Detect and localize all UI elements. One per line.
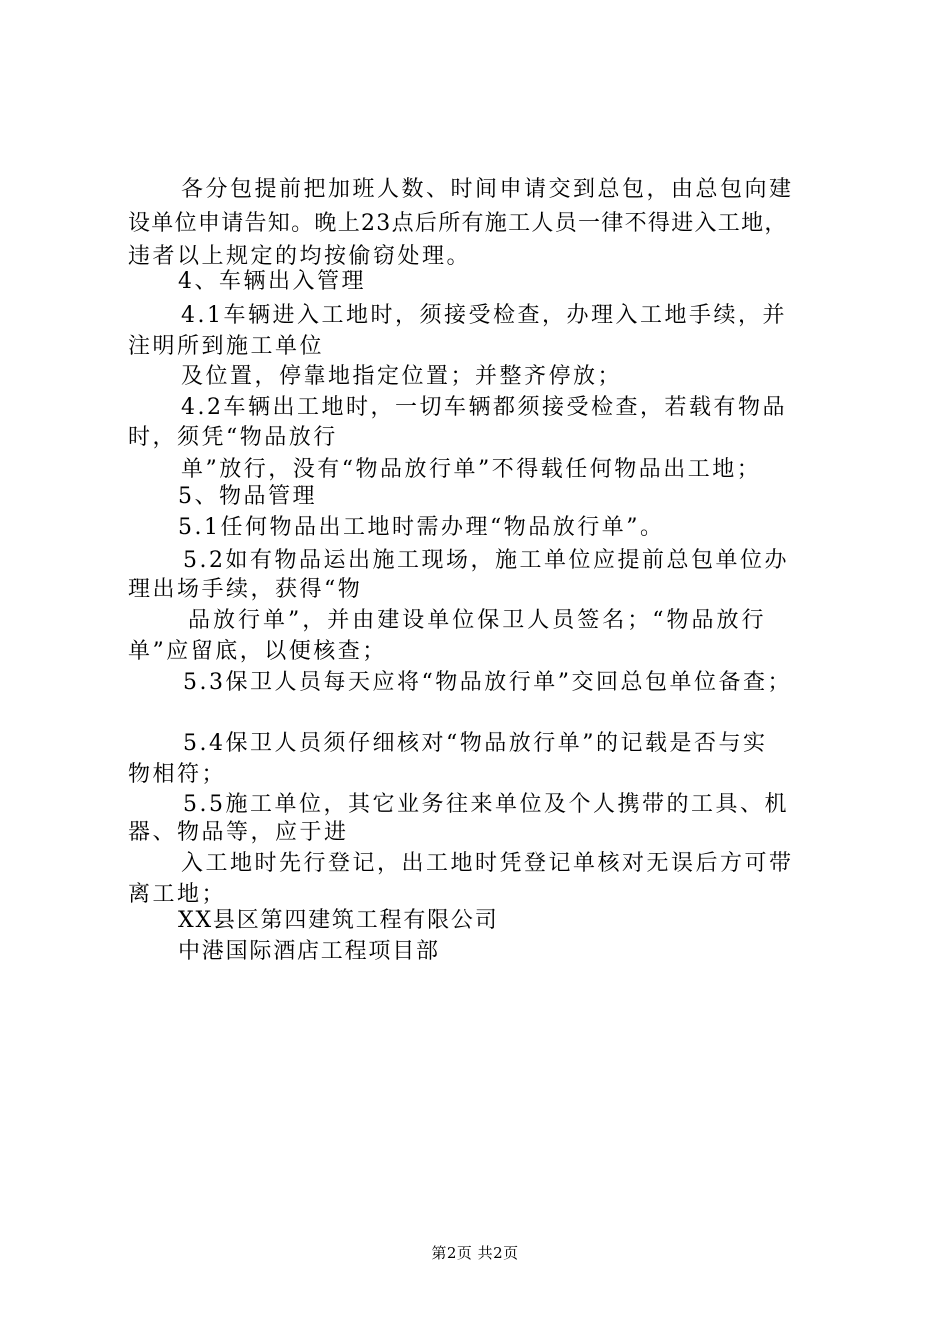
body-line: 单”放行，没有“物品放行单”不得载任何物品出工地； [181, 457, 762, 482]
body-line: 及位置，停靠地指定位置；并整齐停放； [181, 364, 623, 389]
body-line: 器、物品等，应于进 [128, 820, 349, 845]
signature-company: XX县区第四建筑工程有限公司 [178, 908, 499, 933]
body-line: 5.2如有物品运出施工现场，施工单位应提前总包单位办 [183, 548, 789, 573]
body-line: 入工地时先行登记，出工地时凭登记单核对无误后方可带 [181, 851, 794, 876]
body-line: 5.3保卫人员每天应将“物品放行单”交回总包单位备查； [183, 670, 792, 695]
section-heading: 5、物品管理 [178, 484, 317, 509]
body-line: 品放行单”，并由建设单位保卫人员签名；“物品放行 [188, 608, 767, 633]
body-line: 5.4保卫人员须仔细核对“物品放行单”的记载是否与实 [183, 731, 768, 756]
body-line: 理出场手续，获得“物 [128, 577, 363, 602]
body-line: 4.1车辆进入工地时，须接受检查，办理入工地手续，并 [181, 303, 787, 328]
body-line: 离工地； [128, 882, 227, 907]
page-number: 第2页 共2页 [431, 1244, 519, 1262]
signature-department: 中港国际酒店工程项目部 [178, 939, 440, 964]
body-line: 设单位申请告知。晚上23点后所有施工人员一律不得进入工地， [128, 211, 788, 236]
body-line: 时，须凭“物品放行 [128, 425, 338, 450]
body-line: 各分包提前把加班人数、时间申请交到总包，由总包向建 [181, 177, 794, 202]
section-heading: 4、车辆出入管理 [178, 269, 366, 294]
body-line: 5.5施工单位，其它业务往来单位及个人携带的工具、机 [183, 792, 789, 817]
body-line: 4.2车辆出工地时，一切车辆都须接受检查，若载有物品 [181, 395, 787, 420]
body-line: 单”应留底，以便核查； [128, 639, 387, 664]
body-line: 5.1任何物品出工地时需办理“物品放行单”。 [178, 515, 665, 540]
body-line: 违者以上规定的均按偷窃处理。 [128, 244, 472, 269]
body-line: 物相符； [128, 762, 227, 787]
body-line: 注明所到施工单位 [128, 334, 325, 359]
